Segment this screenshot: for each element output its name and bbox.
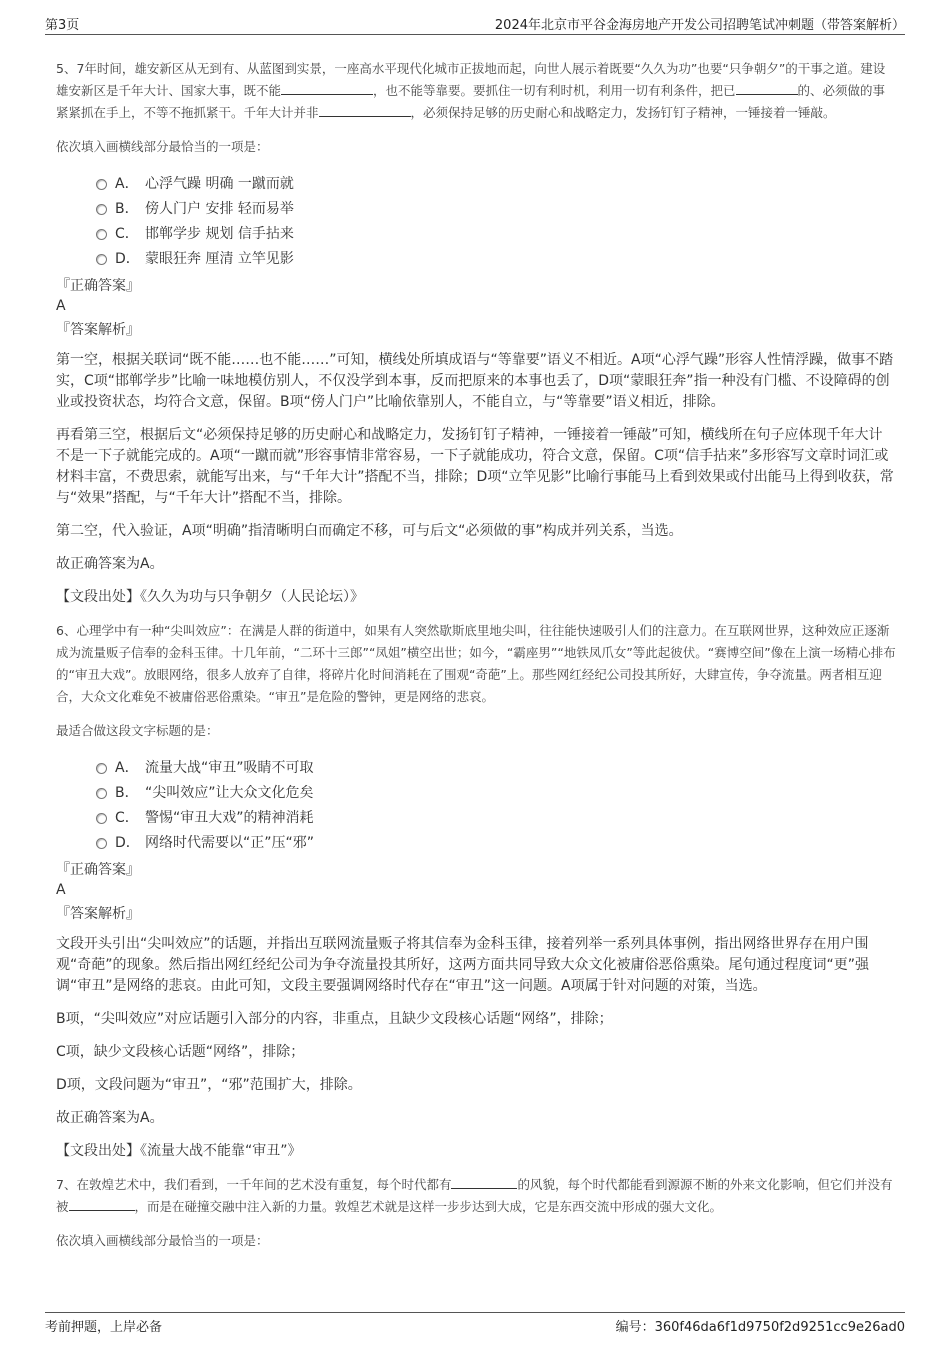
blank-1 <box>451 1174 517 1189</box>
answer-label: 『正确答案』 <box>56 278 140 294</box>
answer-label: 『正确答案』 <box>56 862 140 878</box>
option-b[interactable]: B． “尖叫效应”让大众文化危矣 <box>96 781 896 806</box>
footer-slogan: 考前押题，上岸必备 <box>45 1320 163 1335</box>
analysis-paragraph: B项，“尖叫效应”对应话题引入部分的内容，非重点，且缺少文段核心话题“网络”，排除； <box>56 1011 613 1027</box>
page-footer <box>45 1312 905 1335</box>
question-7 <box>56 1174 896 1252</box>
radio-icon[interactable] <box>96 763 107 774</box>
analysis-paragraph: 文段开头引出“尖叫效应”的话题，并指出互联网流量贩子将其信奉为金科玉律，接着列举一系列具体事例，指出网络世界存在用户围观“奇葩”的现象。然后指出网红经纪公司为争夺流量投其所好，这两方面共同导致大众文化被庸俗恶俗熏染。尾句通过程度词“更”强调“审丑”是网络的悲哀。由此可知，文段主要强调网络时代存在“审丑”这一问题。A项属于针对问题的对策，当选。 <box>56 936 870 994</box>
answer-value: A <box>56 298 66 314</box>
question-6-options <box>96 756 896 856</box>
question-6-stem: 6、心理学中有一种“尖叫效应”：在满是人群的街道中，如果有人突然歇斯底里地尖叫，往往能快速吸引人们的注意力。在互联网世界，这种效应正逐渐成为流量贩子信奉的金科玉律。十几年前，“二环十三郎”“凤姐”横空出世；如今，“霸座男”“地铁凤爪女”等此起彼伏。“赛博空间”像在上演一场精心排布的“审丑大戏”。放眼网络，很多人放弃了自律，将碎片化时间消耗在了围观“奇葩”上。那些网红经纪公司投其所好，大肆宣传，争夺流量。两者相互迎合，大众文化难免不被庸俗恶俗熏染。“审丑”是危险的警钟，更是网络的悲哀。 <box>56 623 896 704</box>
option-b[interactable]: B． 傍人门户 安排 轻而易举 <box>96 197 896 222</box>
analysis-paragraph: 故正确答案为A。 <box>56 556 164 572</box>
analysis-paragraph: 第二空，代入验证，A项“明确”指清晰明白而确定不移，可与后文“必须做的事”构成并列关系，当选。 <box>56 523 683 539</box>
question-5-prompt: 依次填入画横线部分最恰当的一项是： <box>56 139 269 154</box>
document-title: 2024年北京市平谷金海房地产开发公司招聘笔试冲刺题（带答案解析） <box>494 18 905 33</box>
source-citation: 【文段出处】《久久为功与只争朝夕（人民论坛）》 <box>56 589 364 605</box>
radio-icon[interactable] <box>96 254 107 265</box>
answer-value: A <box>56 882 66 898</box>
question-5-options <box>96 172 896 272</box>
question-7-stem: 7、在敦煌艺术中，我们看到，一千年间的艺术没有重复，每个时代都有 的风貌，每个时代都能看到源源不断的外来文化影响，但它们并没有被 ，而是在碰撞交融中注入新的力量。敦煌艺术就是这样一步步达到大成，它是东西交流中形成的强大文化。 <box>56 1174 896 1218</box>
option-c[interactable]: C． 邯郸学步 规划 信手拈来 <box>96 222 896 247</box>
analysis-paragraph: C项，缺少文段核心话题“网络”，排除； <box>56 1044 305 1060</box>
radio-icon[interactable] <box>96 788 107 799</box>
option-d[interactable]: D． 网络时代需要以“正”压“邪” <box>96 831 896 856</box>
analysis-paragraph: D项，文段问题为“审丑”，“邪”范围扩大，排除。 <box>56 1077 362 1093</box>
question-7-prompt: 依次填入画横线部分最恰当的一项是： <box>56 1233 269 1248</box>
analysis-label: 『答案解析』 <box>56 322 140 338</box>
blank-2 <box>736 80 798 95</box>
radio-icon[interactable] <box>96 179 107 190</box>
option-c[interactable]: C． 警惕“审丑大戏”的精神消耗 <box>96 806 896 831</box>
analysis-paragraph: 再看第三空，根据后文“必须保持足够的历史耐心和战略定力，发扬钉钉子精神，一锤接着一锤敲”可知，横线所在句子应体现千年大计不是一下子就能完成的。A项“一蹴而就”形容事情非常容易，一下子就能成功，符合文意，保留。C项“信手拈来”多形容写文章时词汇或材料丰富，不费思索，就能写出来，与“千年大计”搭配不当，排除；D项“立竿见影”比喻行事能马上看到效果或付出能马上得到收获，常与“效果”搭配，与“千年大计”搭配不当，排除。 <box>56 427 894 506</box>
analysis-paragraph: 故正确答案为A。 <box>56 1110 164 1126</box>
blank-1 <box>281 80 373 95</box>
radio-icon[interactable] <box>96 204 107 215</box>
question-5-stem: 5、7年时间，雄安新区从无到有、从蓝图到实景，一座高水平现代化城市正拔地而起，向世人展示着既要“久久为功”也要“只争朝夕”的干事之道。建设雄安新区是千年大计、国家大事，既不能 ，也不能等靠要。要抓住一切有利时机，利用一切有利条件，把已 的、必须做的事紧紧抓在手上，不等不拖抓紧干。千年大计并非 ，必须保持足够的历史耐心和战略定力，发扬钉钉子精神，一锤接着一锤敲。 <box>56 61 886 120</box>
radio-icon[interactable] <box>96 813 107 824</box>
question-6 <box>56 620 896 1162</box>
option-a[interactable]: A． 心浮气躁 明确 一蹴而就 <box>96 172 896 197</box>
source-citation: 【文段出处】《流量大战不能靠“审丑”》 <box>56 1143 302 1159</box>
question-5 <box>56 58 896 608</box>
question-6-prompt: 最适合做这段文字标题的是： <box>56 723 219 738</box>
page-header <box>45 14 905 35</box>
blank-3 <box>319 102 411 117</box>
option-d[interactable]: D． 蒙眼狂奔 厘清 立竿见影 <box>96 247 896 272</box>
analysis-paragraph: 第一空，根据关联词“既不能……也不能……”可知，横线处所填成语与“等靠要”语义不相近。A项“心浮气躁”形容人性情浮躁，做事不踏实，C项“邯郸学步”比喻一味地模仿别人，不仅没学到本事，反而把原来的本事也丢了，D项“蒙眼狂奔”指一种没有门槛、不设障碍的创业或投资状态，均符合文意，保留。B项“傍人门户”比喻依靠别人，不能自立，与“等靠要”语义相近，排除。 <box>56 352 894 410</box>
radio-icon[interactable] <box>96 838 107 849</box>
radio-icon[interactable] <box>96 229 107 240</box>
option-a[interactable]: A． 流量大战“审丑”吸睛不可取 <box>96 756 896 781</box>
page-number: 第3页 <box>45 18 80 33</box>
blank-2 <box>69 1196 135 1211</box>
document-code: 编号：360f46da6f1d9750f2d9251cc9e26ad0 <box>615 1320 905 1335</box>
analysis-label: 『答案解析』 <box>56 906 140 922</box>
content <box>56 58 896 1266</box>
